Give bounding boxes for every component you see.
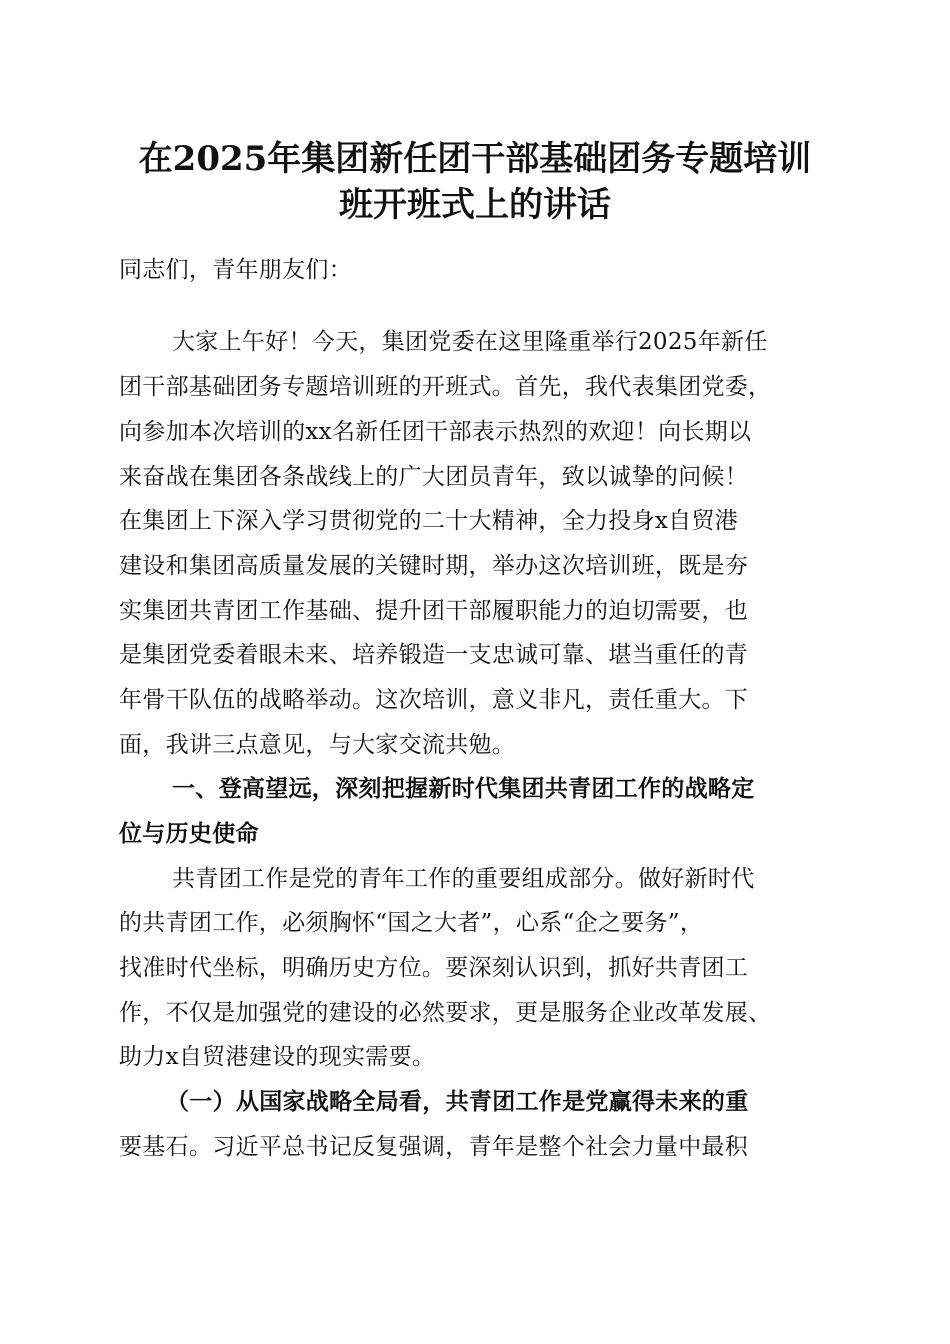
document-title-line-1: 在2025年集团新任团干部基础团务专题培训	[138, 139, 812, 179]
paragraph-line: 向参加本次培训的xx名新任团干部表示热烈的欢迎！向长期以	[119, 419, 752, 445]
document-title-line-2: 班开班式上的讲话	[339, 185, 611, 225]
paragraph-line: 来奋战在集团各条战线上的广大团员青年，致以诚挚的问候！	[119, 464, 749, 490]
paragraph-line: 共青团工作是党的青年工作的重要组成部分。做好新时代	[172, 866, 755, 892]
paragraph-line: 是集团党委着眼未来、培养锻造一支忠诚可靠、堪当重任的青	[119, 642, 749, 668]
paragraph-line: 面，我讲三点意见，与大家交流共勉。	[119, 732, 516, 758]
paragraph-line: 找准时代坐标，明确历史方位。要深刻认识到，抓好共青团工	[119, 955, 749, 981]
paragraph-line: 实集团共青团工作基础、提升团干部履职能力的迫切需要，也	[119, 598, 749, 624]
paragraph-line: 在集团上下深入学习贯彻党的二十大精神，全力投身x自贸港	[119, 508, 739, 534]
salutation: 同志们，青年朋友们：	[119, 257, 352, 283]
paragraph-line: 年骨干队伍的战略举动。这次培训，意义非凡，责任重大。下	[119, 687, 749, 713]
section-heading-continued: 位与历史使命	[119, 821, 259, 847]
paragraph-line: 建设和集团高质量发展的关键时期，举办这次培训班，既是夯	[119, 553, 749, 579]
subsection-paragraph-line: （一）从国家战略全局看，共青团工作是党赢得未来的重	[166, 1088, 749, 1115]
section-heading: 一、登高望远，深刻把握新时代集团共青团工作的战略定	[172, 776, 755, 802]
paragraph-line: 大家上午好！今天，集团党委在这里隆重举行2025年新任	[172, 329, 768, 355]
paragraph-line: 的共青团工作，必须胸怀“国之大者”，心系“企之要务”，	[119, 910, 704, 936]
paragraph-line: 作，不仅是加强党的建设的必然要求，更是服务企业改革发展、	[119, 1000, 772, 1026]
paragraph-line: 助力x自贸港建设的现实需要。	[119, 1044, 436, 1070]
paragraph-line: 团干部基础团务专题培训班的开班式。首先，我代表集团党委，	[119, 374, 772, 400]
paragraph-line: 要基石。习近平总书记反复强调，青年是整个社会力量中最积	[119, 1134, 749, 1160]
